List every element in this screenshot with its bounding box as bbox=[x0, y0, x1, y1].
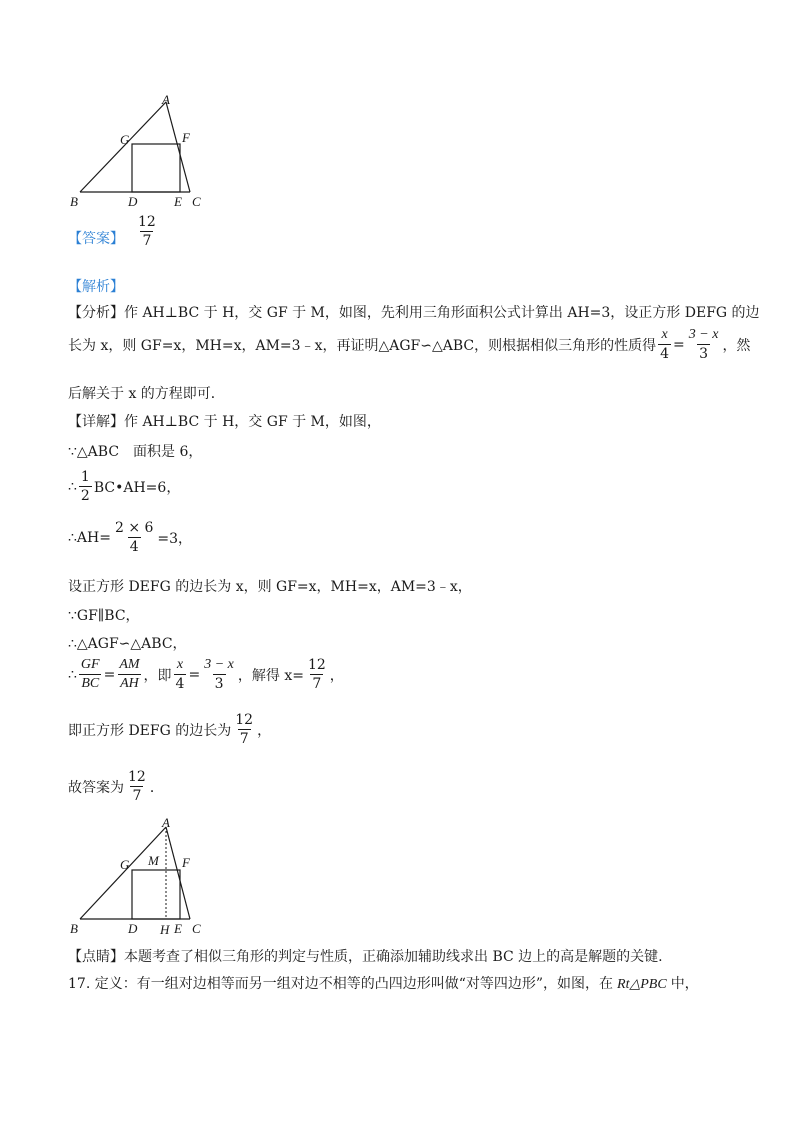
detail-line2: ∵△ABC 面积是 6， bbox=[68, 444, 203, 460]
detail-line6: ∵GF∥BC， bbox=[68, 608, 140, 624]
detail-l10-num: 12 bbox=[128, 769, 146, 785]
figure-triangle-square-height bbox=[66, 815, 216, 940]
fenxi-frac2-den: 3 bbox=[699, 346, 709, 362]
label2-F: F bbox=[182, 855, 190, 870]
detail-l3-frac bbox=[79, 470, 92, 503]
detail-l9-post: ， bbox=[257, 722, 272, 739]
detail-l8-mid: ，即 bbox=[143, 667, 172, 684]
detail-l8-eq2: = bbox=[188, 666, 201, 683]
detail-l8-frac2 bbox=[117, 658, 141, 691]
detail-l9-num: 12 bbox=[235, 712, 254, 728]
fenxi-line1 bbox=[68, 302, 760, 322]
detail-l10-frac bbox=[126, 770, 148, 803]
fenxi-line3: 后解关于 x 的方程即可． bbox=[68, 386, 225, 402]
label2-B: B bbox=[70, 921, 78, 936]
detail-l4-pre: ∴AH= bbox=[68, 529, 111, 546]
detail-l10-pre: 故答案为 bbox=[68, 779, 124, 796]
detail-l8-solve: ，解得 x= bbox=[237, 667, 304, 684]
label2-A: A bbox=[162, 815, 170, 830]
detail-l4-num: 2 × 6 bbox=[114, 520, 154, 536]
detail-l8-f4-den: 3 bbox=[214, 676, 224, 692]
answer-num: 12 bbox=[138, 214, 156, 230]
label-D: D bbox=[128, 194, 138, 209]
answer-fraction bbox=[136, 215, 158, 248]
detail-l4-den: 4 bbox=[129, 539, 139, 555]
detail-l3-den: 2 bbox=[80, 488, 90, 504]
detail-l3-pre: ∴ bbox=[68, 478, 77, 495]
detail-l8-f1-den: BC bbox=[81, 676, 100, 691]
fenxi-text2a: 长为 x，则 GF=x，MH=x，AM=3﹣x，再证明△AGF∽△ABC，则根据相似三角形的性质得 bbox=[68, 337, 657, 354]
label2-H: H bbox=[160, 922, 170, 937]
detail-l8-frac5 bbox=[306, 658, 328, 691]
detail-l10-den: 7 bbox=[132, 788, 142, 804]
q17-triangle: Rt△PBC bbox=[617, 977, 667, 992]
dianjing-line bbox=[68, 946, 663, 966]
fenxi-frac1-num: x bbox=[661, 327, 668, 342]
detail-l9-frac bbox=[233, 713, 255, 746]
label2-M: M bbox=[148, 853, 159, 868]
detail-l8-f5-num: 12 bbox=[307, 657, 326, 673]
fenxi-frac2 bbox=[687, 328, 721, 361]
label2-C: C bbox=[192, 921, 201, 936]
fenxi-text2b: ，然 bbox=[722, 337, 751, 354]
analysis-tag: 【解析】 bbox=[68, 279, 124, 295]
detail-line1 bbox=[68, 411, 381, 431]
detail-l3-num: 1 bbox=[80, 469, 90, 485]
detail-line8 bbox=[68, 658, 344, 691]
detail-l4-post: =3， bbox=[157, 530, 193, 547]
detail-l8-f3-den: 4 bbox=[175, 676, 185, 692]
answer-den: 7 bbox=[142, 233, 152, 249]
detail-l8-f2-num: AM bbox=[119, 657, 140, 672]
fenxi-frac1 bbox=[658, 328, 671, 361]
fenxi-frac1-den: 4 bbox=[660, 346, 670, 362]
detail-line4 bbox=[68, 521, 192, 554]
detail-l8-frac4 bbox=[202, 658, 236, 691]
q17-tail: 中， bbox=[670, 976, 699, 992]
fenxi-tag: 【分析】 bbox=[68, 305, 124, 321]
detail-l8-f5-den: 7 bbox=[312, 676, 322, 692]
question-17 bbox=[68, 973, 699, 993]
detail-l3-post: BC•AH=6， bbox=[93, 479, 181, 496]
detail-l10-post: ． bbox=[149, 779, 164, 796]
fenxi-eq: = bbox=[673, 336, 685, 353]
detail-line5: 设正方形 DEFG 的边长为 x，则 GF=x，MH=x，AM=3﹣x， bbox=[68, 579, 472, 595]
label2-E: E bbox=[174, 921, 182, 936]
detail-line10 bbox=[68, 770, 164, 803]
figure-triangle-square bbox=[66, 92, 216, 212]
detail-l8-post: ， bbox=[329, 667, 344, 684]
detail-l8-frac3 bbox=[174, 658, 187, 691]
detail-l8-f4-num: 3 − x bbox=[204, 657, 234, 672]
q17-text: 17. 定义：有一组对边相等而另一组对边不相等的凸四边形叫做“对等四边形”，如图，在 bbox=[68, 976, 614, 992]
detail-l8-f2-den: AH bbox=[120, 676, 139, 691]
label-F: F bbox=[182, 130, 190, 145]
detail-l9-den: 7 bbox=[239, 731, 249, 747]
detail-text1: 作 AH⊥BC 于 H，交 GF 于 M，如图， bbox=[124, 414, 381, 430]
fenxi-text1: 作 AH⊥BC 于 H，交 GF 于 M，如图，先利用三角形面积公式计算出 AH=3，设正方形 DEFG 的边 bbox=[124, 305, 760, 321]
detail-l8-f1-num: GF bbox=[80, 657, 100, 672]
fenxi-frac2-num: 3 − x bbox=[688, 327, 719, 342]
label-C: C bbox=[192, 194, 201, 209]
label-B: B bbox=[70, 194, 78, 209]
fenxi-line2 bbox=[68, 328, 750, 361]
detail-l4-frac bbox=[113, 521, 155, 554]
detail-l8-f3-num: x bbox=[176, 657, 184, 672]
label-E: E bbox=[174, 194, 182, 209]
answer-tag: 【答案】 bbox=[68, 231, 124, 247]
detail-l8-eq1: = bbox=[103, 666, 116, 683]
label-G: G bbox=[120, 132, 130, 147]
dianjing-tag: 【点睛】 bbox=[68, 949, 124, 965]
detail-tag: 【详解】 bbox=[68, 414, 124, 430]
label2-D: D bbox=[128, 921, 138, 936]
detail-line3 bbox=[68, 470, 180, 503]
detail-line9 bbox=[68, 713, 271, 746]
detail-l9-pre: 即正方形 DEFG 的边长为 bbox=[68, 722, 232, 739]
label-A: A bbox=[162, 92, 170, 107]
detail-l8-pre: ∴ bbox=[68, 666, 77, 683]
detail-l8-frac1 bbox=[79, 658, 102, 691]
detail-line7: ∴△AGF∽△ABC， bbox=[68, 636, 187, 652]
label2-G: G bbox=[120, 857, 130, 872]
dianjing-text: 本题考查了相似三角形的判定与性质，正确添加辅助线求出 BC 边上的高是解题的关键. bbox=[124, 949, 663, 965]
